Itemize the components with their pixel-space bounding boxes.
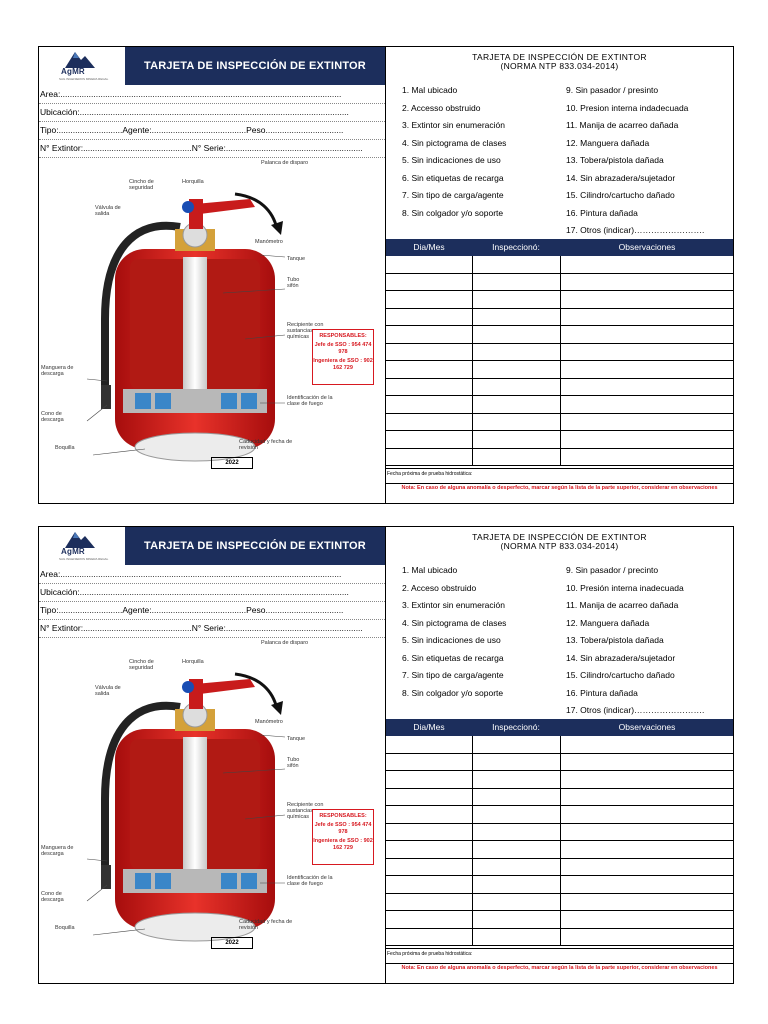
col-inspecciono: Inspeccionó: <box>492 722 540 732</box>
label-cono: Cono de descarga <box>41 891 64 903</box>
table-column-divider <box>472 736 473 946</box>
checklist-item: 16. Pintura dañada <box>566 207 638 218</box>
field-underline <box>39 121 385 122</box>
col-observaciones: Observaciones <box>618 242 676 252</box>
label-manometro: Manómetro <box>255 719 283 725</box>
field-underline <box>39 601 385 602</box>
extinguisher-illustration <box>39 159 385 503</box>
checklist-item: 1. Mal ubicado <box>402 565 458 575</box>
mountain-logo-icon <box>65 530 95 548</box>
inspection-card-2 <box>38 526 734 984</box>
mountain-logo-icon <box>65 50 95 68</box>
ubicacion-field[interactable]: Ubicación:.................................................................................................................. <box>40 107 349 117</box>
logo-name: AgMR <box>61 67 85 76</box>
page-title: TARJETA DE INSPECCIÓN DE EXTINTOR <box>125 47 385 85</box>
inspection-table <box>386 736 733 946</box>
checklist-item: 13. Tobera/pistola dañada <box>566 155 664 165</box>
checklist-item: 1. Mal ubicado <box>402 85 458 95</box>
checklist-item: 5. Sin indicaciones de uso <box>402 155 501 165</box>
checklist-item: 13. Tobera/pistola dañada <box>566 635 664 645</box>
responsables-ingeniera: Ingeniera de SSO : 902 162 729 <box>313 838 373 851</box>
card-header <box>39 527 385 565</box>
tipo-agente-peso-field[interactable]: Tipo:...........................Agente:........................................Peso................................. <box>40 605 344 615</box>
checklist-item: 6. Sin etiquetas de recarga <box>402 172 504 183</box>
label-cono: Cono de descarga <box>41 411 64 423</box>
checklist-item: 4. Sin pictograma de clases <box>402 137 507 148</box>
table-column-divider <box>472 256 473 466</box>
responsables-title: RESPONSABLES: <box>319 813 367 819</box>
extintor-serie-field[interactable]: N° Extintor:..............................................N° Serie:.......................................................... <box>40 623 363 633</box>
tipo-agente-peso-field[interactable]: Tipo:...........................Agente:........................................Peso................................. <box>40 125 344 135</box>
ubicacion-field[interactable]: Ubicación:.................................................................................................................. <box>40 587 349 597</box>
nota-text: Nota: En caso de alguna anomalía o desperfecto, marcar según la lista de la parte superior, considerar en observaciones <box>401 965 718 971</box>
logo-subtitle: SAG INGENIEROS MINERA REGAL <box>59 557 109 561</box>
checklist-item: 12. Manguera dañada <box>566 617 650 628</box>
label-caducidad: Caducidad y fecha de revisión <box>239 439 293 451</box>
inspection-table-header <box>386 239 733 256</box>
area-field[interactable]: Area:....................................................................................................................... <box>40 89 342 99</box>
checklist-item: 17. Otros (indicar)……………………. <box>566 705 705 715</box>
label-horquilla: Horquilla <box>182 179 204 185</box>
card-left-panel <box>39 527 386 983</box>
label-tubo: Tubo sifón <box>287 757 300 769</box>
checklist-item: 14. Sin abrazadera/sujetador <box>566 652 676 663</box>
col-dia-mes: Dia/Mes <box>413 722 445 732</box>
card-header <box>39 47 385 85</box>
year-box: 2022 <box>211 937 253 949</box>
col-observaciones: Observaciones <box>618 722 676 732</box>
logo-subtitle: SAG INGENIEROS MINERA REGAL <box>59 77 109 81</box>
checklist-item: 5. Sin indicaciones de uso <box>402 635 501 645</box>
responsables-box <box>312 329 374 385</box>
divider <box>386 948 733 949</box>
checklist-item: 8. Sin colgador y/o soporte <box>402 687 504 698</box>
responsables-jefe: Jefe de SSO : 954 474 978 <box>314 342 372 355</box>
field-underline <box>39 583 385 584</box>
checklist-item: 7. Sin tipo de carga/agente <box>402 670 504 680</box>
label-caducidad: Caducidad y fecha de revisión <box>239 919 293 931</box>
field-underline <box>39 619 385 620</box>
checklist-item: 14. Sin abrazadera/sujetador <box>566 172 676 183</box>
checklist-item: 11. Manija de acarreo dañada <box>566 120 679 130</box>
fire-extinguisher-icon <box>45 639 325 949</box>
norma-title-line2: (NORMA NTP 833.034-2014) <box>500 541 619 551</box>
label-boquilla: Boquilla <box>55 445 75 451</box>
checklist-item: 8. Sin colgador y/o soporte <box>402 207 504 218</box>
label-manometro: Manómetro <box>255 239 283 245</box>
logo <box>39 527 125 565</box>
divider <box>386 483 733 484</box>
checklist-item: 6. Sin etiquetas de recarga <box>402 652 504 663</box>
norma-title <box>386 53 733 71</box>
responsables-title: RESPONSABLES: <box>319 333 367 339</box>
label-valvula: Válvula de salida <box>95 205 121 217</box>
label-recipiente: Recipiente con sustancias químicas <box>287 802 324 820</box>
checklist-item: 2. Accesso obstruido <box>402 102 481 113</box>
checklist-item: 7. Sin tipo de carga/agente <box>402 190 504 200</box>
logo-name: AgMR <box>61 547 85 556</box>
label-cincho: Cincho de seguridad <box>129 179 154 191</box>
checklist-item: 10. Presion interna indadecuada <box>566 102 689 113</box>
checklist-item: 4. Sin pictograma de clases <box>402 617 507 628</box>
field-underline <box>39 637 385 638</box>
card-right-panel <box>386 47 733 503</box>
checklist-item: 2. Acceso obstruido <box>402 582 477 593</box>
divider <box>386 963 733 964</box>
divider <box>386 468 733 469</box>
field-underline <box>39 103 385 104</box>
responsables-jefe: Jefe de SSO : 954 474 978 <box>314 822 372 835</box>
inspection-table-header <box>386 719 733 736</box>
page-title: TARJETA DE INSPECCIÓN DE EXTINTOR <box>125 527 385 565</box>
label-tubo: Tubo sifón <box>287 277 300 289</box>
checklist-item: 10. Presión interna inadecuada <box>566 582 684 593</box>
area-field[interactable]: Area:....................................................................................................................... <box>40 569 342 579</box>
norma-title-line1: TARJETA DE INSPECCIÓN DE EXTINTOR <box>472 52 647 62</box>
norma-title <box>386 533 733 551</box>
checklist-item: 12. Manguera dañada <box>566 137 650 148</box>
extinguisher-illustration <box>39 639 385 983</box>
checklist-item: 9. Sin pasador / precinto <box>566 565 659 575</box>
norma-title-line2: (NORMA NTP 833.034-2014) <box>500 61 619 71</box>
field-underline <box>39 157 385 158</box>
label-recipiente: Recipiente con sustancias químicas <box>287 322 324 340</box>
card-left-panel <box>39 47 386 503</box>
col-dia-mes: Dia/Mes <box>413 242 445 252</box>
label-valvula: Válvula de salida <box>95 685 121 697</box>
checklist-item: 17. Otros (indicar)……………………. <box>566 225 705 235</box>
fecha-prueba[interactable]: Fecha próxima de prueba hidrostática: <box>387 471 473 477</box>
checklist-item: 15. Cilindro/cartucho dañado <box>566 670 675 680</box>
responsables-box <box>312 809 374 865</box>
checklist-item: 3. Extintor sin enumeración <box>402 120 505 130</box>
checklist-item: 3. Extintor sin enumeración <box>402 600 505 610</box>
nota-text: Nota: En caso de alguna anomalía o desperfecto, marcar según la lista de la parte superior, considerar en observaciones <box>401 485 718 491</box>
responsables-ingeniera: Ingeniera de SSO : 902 162 729 <box>313 358 373 371</box>
label-palanca: Palanca de disparo <box>261 640 309 646</box>
extintor-serie-field[interactable]: N° Extintor:..............................................N° Serie:.......................................................... <box>40 143 363 153</box>
checklist-item: 11. Manija de acarreo dañada <box>566 600 679 610</box>
inspection-table <box>386 256 733 466</box>
inspection-card-1 <box>38 46 734 504</box>
label-tanque: Tanque <box>287 736 306 742</box>
table-column-divider <box>560 736 561 946</box>
label-horquilla: Horquilla <box>182 659 204 665</box>
card-right-panel <box>386 527 733 983</box>
fecha-prueba[interactable]: Fecha próxima de prueba hidrostática: <box>387 951 473 957</box>
table-column-divider <box>560 256 561 466</box>
col-inspecciono: Inspeccionó: <box>492 242 540 252</box>
checklist-item: 9. Sin pasador / presinto <box>566 85 659 95</box>
label-cincho: Cincho de seguridad <box>129 659 154 671</box>
logo <box>39 47 125 85</box>
label-identificacion: Identificación de la clase de fuego <box>287 395 333 407</box>
label-tanque: Tanque <box>287 256 306 262</box>
year-box: 2022 <box>211 457 253 469</box>
label-manguera: Manguera de descarga <box>41 365 74 377</box>
label-identificacion: Identificación de la clase de fuego <box>287 875 333 887</box>
checklist-item: 16. Pintura dañada <box>566 687 638 698</box>
field-underline <box>39 139 385 140</box>
checklist-item: 15. Cilindro/cartucho dañado <box>566 190 675 200</box>
label-boquilla: Boquilla <box>55 925 75 931</box>
label-manguera: Manguera de descarga <box>41 845 74 857</box>
fire-extinguisher-icon <box>45 159 325 469</box>
norma-title-line1: TARJETA DE INSPECCIÓN DE EXTINTOR <box>472 532 647 542</box>
label-palanca: Palanca de disparo <box>261 160 309 166</box>
